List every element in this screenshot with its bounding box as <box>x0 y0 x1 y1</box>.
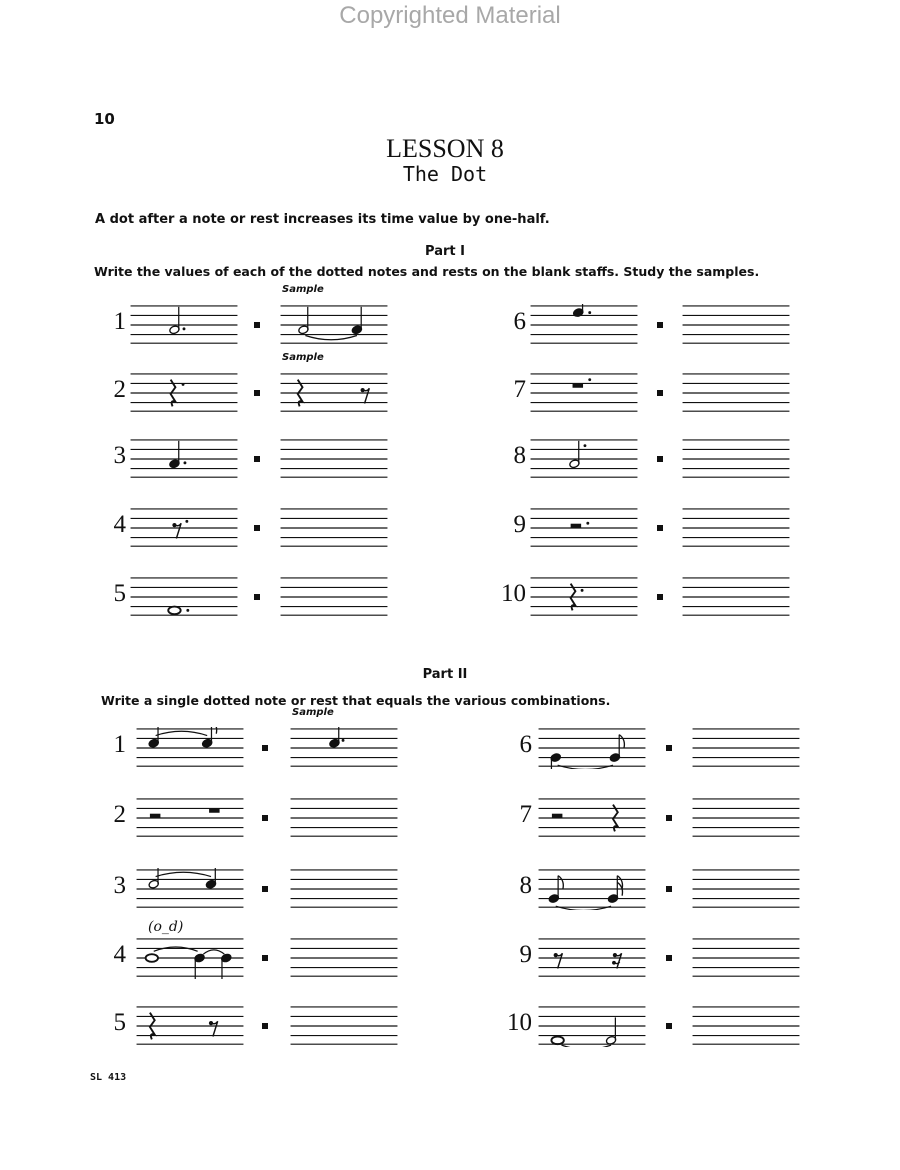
page-number: 10 <box>94 110 115 128</box>
part1-instruction: Write the values of each of the dotted notes and rests on the blank staffs. Study the samples. <box>94 264 760 279</box>
given-notation <box>571 522 590 528</box>
sample-notation <box>329 727 345 748</box>
part2-exercise <box>506 868 806 912</box>
exercise-number: 3 <box>113 442 126 469</box>
exercise-number: 3 <box>113 872 126 899</box>
part2-exercise <box>506 937 806 981</box>
given-staff <box>128 438 240 480</box>
given-notation <box>150 808 220 818</box>
given-notation <box>548 876 622 910</box>
given-staff <box>528 576 640 618</box>
equals-sign <box>657 456 663 462</box>
answer-staff[interactable] <box>690 1005 802 1047</box>
given-staff <box>528 372 640 414</box>
given-notation <box>169 441 187 469</box>
sample-staff <box>278 304 390 346</box>
part2-exercise <box>100 797 400 841</box>
answer-staff[interactable] <box>680 304 792 346</box>
answer-staff[interactable] <box>680 438 792 480</box>
part1-exercise <box>100 576 400 620</box>
given-staff <box>128 372 240 414</box>
given-staff <box>536 937 648 979</box>
exercise-number: 1 <box>113 308 126 335</box>
exercise-number: 7 <box>519 801 532 828</box>
answer-staff[interactable] <box>288 868 400 910</box>
footer-code: SL 413 <box>90 1072 127 1083</box>
answer-staff[interactable] <box>288 937 400 979</box>
given-staff <box>528 304 640 346</box>
equals-sign <box>254 390 260 396</box>
answer-staff[interactable] <box>680 507 792 549</box>
exercise-number: 4 <box>113 941 126 968</box>
answer-staff[interactable] <box>680 576 792 618</box>
given-notation <box>550 735 624 769</box>
exercise-number: 8 <box>519 872 532 899</box>
given-staff <box>536 1005 648 1047</box>
given-staff <box>536 868 648 910</box>
part2-exercise <box>506 797 806 841</box>
answer-staff[interactable] <box>288 797 400 839</box>
part2-exercise <box>100 1005 400 1049</box>
exercise-number: 4 <box>113 511 126 538</box>
given-staff <box>536 727 648 769</box>
given-notation <box>146 947 232 979</box>
answer-staff[interactable] <box>278 507 390 549</box>
equals-sign <box>254 594 260 600</box>
equals-sign <box>657 594 663 600</box>
equals-sign <box>666 815 672 821</box>
part2-exercise <box>100 707 400 771</box>
part2-instruction: Write a single dotted note or rest that equals the various combinations. <box>101 693 611 708</box>
exercise-number: 6 <box>513 308 526 335</box>
part2-exercise <box>506 1005 806 1049</box>
part1-exercise <box>100 284 400 348</box>
lesson-subtitle: The Dot <box>402 162 488 186</box>
part1-exercise <box>100 507 400 551</box>
equals-sign <box>254 322 260 328</box>
exercise-number: 9 <box>513 511 526 538</box>
exercise-number: 7 <box>513 376 526 403</box>
exercise-number: 9 <box>519 941 532 968</box>
part1-exercise <box>100 438 400 482</box>
given-staff <box>134 868 246 910</box>
exercise-number: 2 <box>113 801 126 828</box>
equals-sign <box>666 745 672 751</box>
equivalence-hint: (o_d) <box>148 919 184 935</box>
part2-exercise <box>100 919 400 981</box>
equals-sign <box>657 390 663 396</box>
answer-staff[interactable] <box>690 727 802 769</box>
given-notation <box>172 520 188 539</box>
exercise-number: 10 <box>501 580 526 607</box>
equals-sign <box>666 1023 672 1029</box>
given-notation <box>551 1017 616 1047</box>
part2-exercise <box>100 868 400 912</box>
part1-heading: Part I <box>425 244 465 259</box>
exercise-number: 5 <box>113 1009 126 1036</box>
answer-staff[interactable] <box>690 937 802 979</box>
part1-exercise <box>500 507 800 551</box>
sample-label: Sample <box>292 707 334 718</box>
equals-sign <box>262 955 268 961</box>
lesson-title: LESSON 8 <box>386 134 504 163</box>
sample-label: Sample <box>282 352 324 363</box>
answer-staff[interactable] <box>278 576 390 618</box>
exercise-number: 1 <box>113 731 126 758</box>
given-staff <box>128 304 240 346</box>
equals-sign <box>657 525 663 531</box>
given-notation <box>168 607 189 615</box>
exercise-number: 8 <box>513 442 526 469</box>
given-staff <box>528 507 640 549</box>
equals-sign <box>262 886 268 892</box>
given-staff <box>134 797 246 839</box>
equals-sign <box>657 322 663 328</box>
sample-staff <box>288 727 400 769</box>
equals-sign <box>666 955 672 961</box>
part1-exercise <box>500 438 800 482</box>
given-notation <box>554 953 622 968</box>
exercise-number: 6 <box>519 731 532 758</box>
given-staff <box>536 797 648 839</box>
exercise-number: 5 <box>113 580 126 607</box>
intro-text: A dot after a note or rest increases its time value by one-half. <box>95 212 550 227</box>
given-notation <box>148 727 217 748</box>
exercise-number: 2 <box>113 376 126 403</box>
answer-staff[interactable] <box>680 372 792 414</box>
equals-sign <box>254 525 260 531</box>
equals-sign <box>254 456 260 462</box>
given-staff <box>528 438 640 480</box>
given-notation <box>569 441 587 469</box>
equals-sign <box>666 886 672 892</box>
part2-heading: Part II <box>422 667 468 682</box>
part1-exercise <box>100 352 400 416</box>
given-notation <box>169 307 186 335</box>
given-staff <box>134 727 246 769</box>
answer-staff[interactable] <box>690 868 802 910</box>
equals-sign <box>262 745 268 751</box>
answer-staff[interactable] <box>690 797 802 839</box>
given-staff <box>134 1005 246 1047</box>
sample-staff <box>278 372 390 414</box>
equals-sign <box>262 1023 268 1029</box>
given-staff <box>128 576 240 618</box>
answer-staff[interactable] <box>288 1005 400 1047</box>
part2-exercise <box>506 727 806 771</box>
exercise-number: 10 <box>507 1009 532 1036</box>
given-staff <box>128 507 240 549</box>
given-staff <box>134 937 246 979</box>
part1-exercise <box>500 576 800 620</box>
sample-label: Sample <box>282 284 324 295</box>
part1-exercise <box>500 372 800 416</box>
equals-sign <box>262 815 268 821</box>
given-notation <box>148 868 217 889</box>
part1-exercise <box>500 304 800 348</box>
answer-staff[interactable] <box>278 438 390 480</box>
copyright-watermark: Copyrighted Material <box>339 2 561 29</box>
